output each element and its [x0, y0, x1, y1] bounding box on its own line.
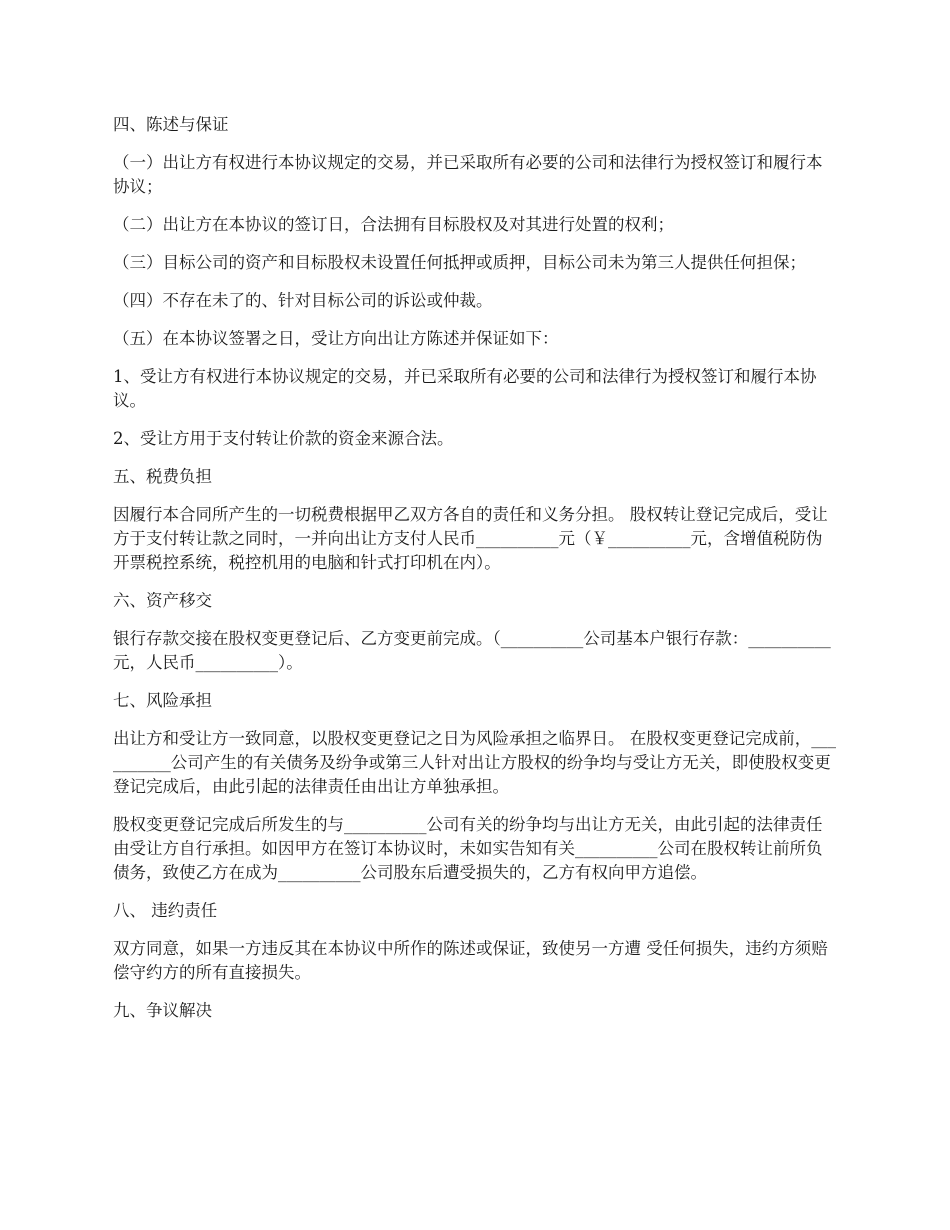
clause-1: （一）出让方有权进行本协议规定的交易，并已采取所有必要的公司和法律行为授权签订和履行本协议；	[113, 153, 823, 196]
clause-3: （三）目标公司的资产和目标股权未设置任何抵押或质押，目标公司未为第三人提供任何担保；	[113, 253, 806, 272]
breach-paragraph: 双方同意，如果一方违反其在本协议中所作的陈述或保证，致使另一方遭 受任何损失，违约方须赔偿守约方的所有直接损失。	[113, 939, 828, 982]
section-heading-risk: 七、风险承担	[113, 691, 212, 710]
clause-2: （二）出让方在本协议的签订日，合法拥有目标股权及对其进行处置的权利；	[113, 215, 674, 234]
section-heading-dispute: 九、争议解决	[113, 1001, 212, 1020]
subclause-2: 2、受让方用于支付转让价款的资金来源合法。	[113, 429, 454, 448]
document-body	[113, 113, 838, 1037]
taxes-paragraph: 因履行本合同所产生的一切税费根据甲乙双方各自的责任和义务分担。 股权转让登记完成后，受让方于支付转让款之同时，一并向出让方支付人民币__________元（￥__________元，含增值税防伪开票税控系统，税控机用的电脑和针式打印机在内）。	[113, 505, 828, 572]
subclause-1: 1、受让方有权进行本协议规定的交易，并已采取所有必要的公司和法律行为授权签订和履行本协议。	[113, 367, 817, 410]
section-heading-representations: 四、陈述与保证	[113, 115, 229, 134]
risk-paragraph-2: 股权变更登记完成后所发生的与__________公司有关的纷争均与出让方无关，由此引起的法律责任由受让方自行承担。如因甲方在签订本协议时，未如实告知有关__________公司在股权转让前所负债务，致使乙方在成为__________公司股东后遭受损失的，乙方有权向甲方追偿。	[113, 815, 823, 882]
section-heading-breach: 八、 违约责任	[113, 901, 218, 920]
section-heading-taxes: 五、税费负担	[113, 467, 212, 486]
section-heading-asset-transfer: 六、资产移交	[113, 591, 212, 610]
asset-transfer-paragraph: 银行存款交接在股权变更登记后、乙方变更前完成。（__________公司基本户银行存款：__________元，人民币__________）。	[113, 629, 831, 672]
risk-paragraph-1: 出让方和受让方一致同意，以股权变更登记之日为风险承担之临界日。 在股权变更登记完成前，__________公司产生的有关债务及纷争或第三人针对出让方股权的纷争均与受让方无关，即使股权变更登记完成后，由此引起的法律责任由出让方单独承担。	[113, 729, 836, 796]
clause-4: （四）不存在未了的、针对目标公司的诉讼或仲裁。	[113, 291, 493, 310]
clause-5: （五）在本协议签署之日，受让方向出让方陈述并保证如下：	[113, 329, 559, 348]
